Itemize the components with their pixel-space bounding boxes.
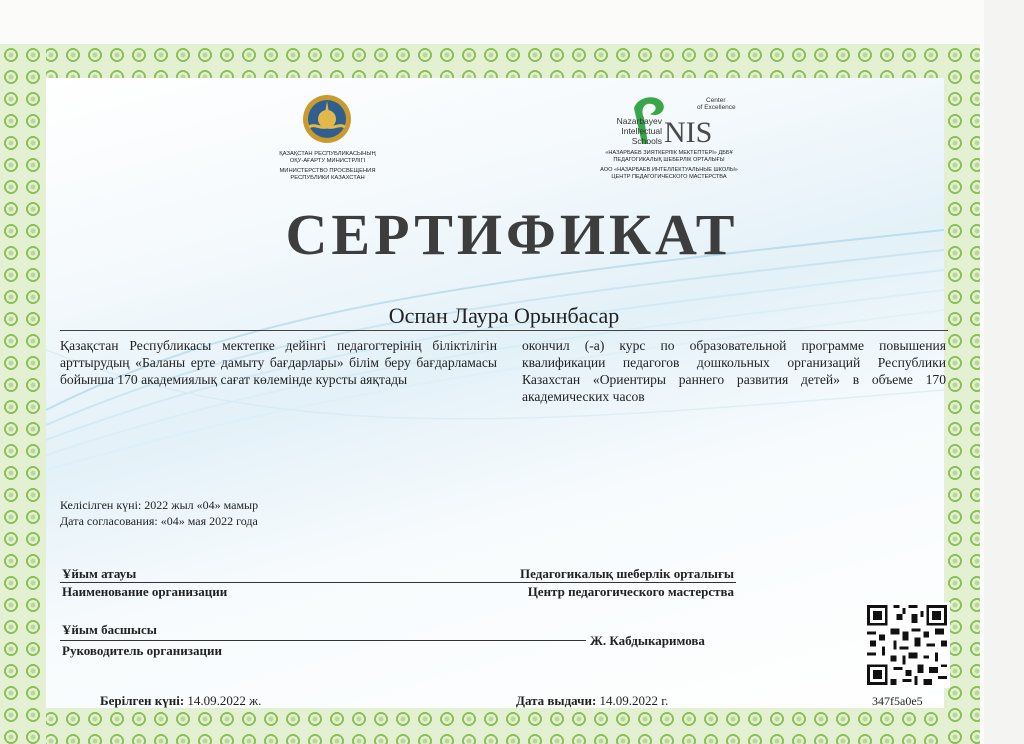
ministry-ru-line1: МИНИСТЕРСТВО ПРОСВЕЩЕНИЯ xyxy=(279,168,376,174)
agreement-date-kz: Келісілген күні: 2022 жыл «04» мамыр xyxy=(60,498,259,512)
nis-excellence: of Excellence xyxy=(697,104,736,111)
nis-name-3: Schools xyxy=(631,136,662,146)
scan-edge xyxy=(984,0,1024,744)
issue-date-ru-label: Дата выдачи: xyxy=(516,693,597,708)
certificate-title: СЕРТИФИКАТ xyxy=(285,202,739,267)
agreement-date-ru: Дата согласования: «04» мая 2022 года xyxy=(60,514,258,528)
nis-school-name xyxy=(598,116,662,146)
nis-ru-line2: ЦЕНТР ПЕДАГОГИЧЕСКОГО МАСТЕРСТВА xyxy=(611,174,727,180)
nis-header xyxy=(576,150,762,181)
nis-name-2: Intellectual xyxy=(621,126,662,136)
nis-center: Center xyxy=(706,97,726,104)
body-text-kz: Қазақстан Республикасы мектепке дейінгі педагогтерінің біліктілігін арттырудың «Баланы ерте дамыту бағдарлары» білім беру бағдарламасы бойынша 170 академиялық сағат көлемінде курсты аяқтады xyxy=(60,338,497,387)
head-label-kz: Ұйым басшысы xyxy=(62,622,157,637)
nis-name-1: Nazarbayev xyxy=(616,116,662,126)
ministry-kz-line2: ОҚУ-АҒАРТУ МИНИСТРЛІГІ xyxy=(289,158,366,164)
svg-text:NIS: NIS xyxy=(664,116,713,148)
issue-date-kz-value: 14.09.2022 ж. xyxy=(187,693,262,708)
org-line xyxy=(60,582,736,583)
org-label-kz: Ұйым атауы xyxy=(62,566,137,581)
verification-code: 347f5a0e5 xyxy=(872,694,923,708)
head-name: Ж. Кабдыкаримова xyxy=(590,633,705,648)
ministry-header xyxy=(255,151,400,182)
nis-excellence-label xyxy=(697,104,736,111)
issue-date-kz-label: Берілген күні: xyxy=(100,693,185,708)
recipient-name: Оспан Лаура Орынбасар xyxy=(388,303,620,328)
qr-code-icon xyxy=(864,602,950,688)
issue-date-ru-value: 14.09.2022 г. xyxy=(599,693,669,708)
body-text-ru: окончил (-а) курс по образовательной программе повышения квалификации педагогов дошкольных организаций Республики Казахстан «Ориентиры раннего развития детей» в объеме 170 академических часов xyxy=(522,338,946,404)
nis-ru-line1: АОО «НАЗАРБАЕВ ИНТЕЛЛЕКТУАЛЬНЫЕ ШКОЛЫ» xyxy=(600,167,738,173)
org-value-ru: Центр педагогического мастерства xyxy=(527,584,734,599)
issue-date-kz xyxy=(100,693,261,709)
state-emblem-icon xyxy=(299,93,355,145)
ornament-border-top xyxy=(18,44,978,78)
ornament-border-bottom xyxy=(18,708,978,744)
ministry-kz-line1: ҚАЗАҚСТАН РЕСПУБЛИКАСЫНЫҢ xyxy=(279,151,376,157)
head-label-ru: Руководитель организации xyxy=(62,643,222,658)
ministry-ru-line2: РЕСПУБЛИКИ КАЗАХСТАН xyxy=(290,175,365,181)
nis-kz-line2: ПЕДАГОГИКАЛЫҚ ШЕБЕРЛІК ОРТАЛЫҒЫ xyxy=(613,157,725,163)
org-label-ru: Наименование организации xyxy=(62,584,228,599)
signature-line xyxy=(60,640,586,641)
nis-kz-line1: «НАЗАРБАЕВ ЗИЯТКЕРЛІК МЕКТЕПТЕРІ» ДББҰ xyxy=(605,150,733,156)
org-value-kz: Педагогикалық шеберлік орталығы xyxy=(520,566,734,581)
issue-date-ru xyxy=(516,693,668,709)
recipient-underline xyxy=(60,330,948,331)
nis-center-label xyxy=(706,97,726,104)
ornament-border-left xyxy=(0,44,46,744)
